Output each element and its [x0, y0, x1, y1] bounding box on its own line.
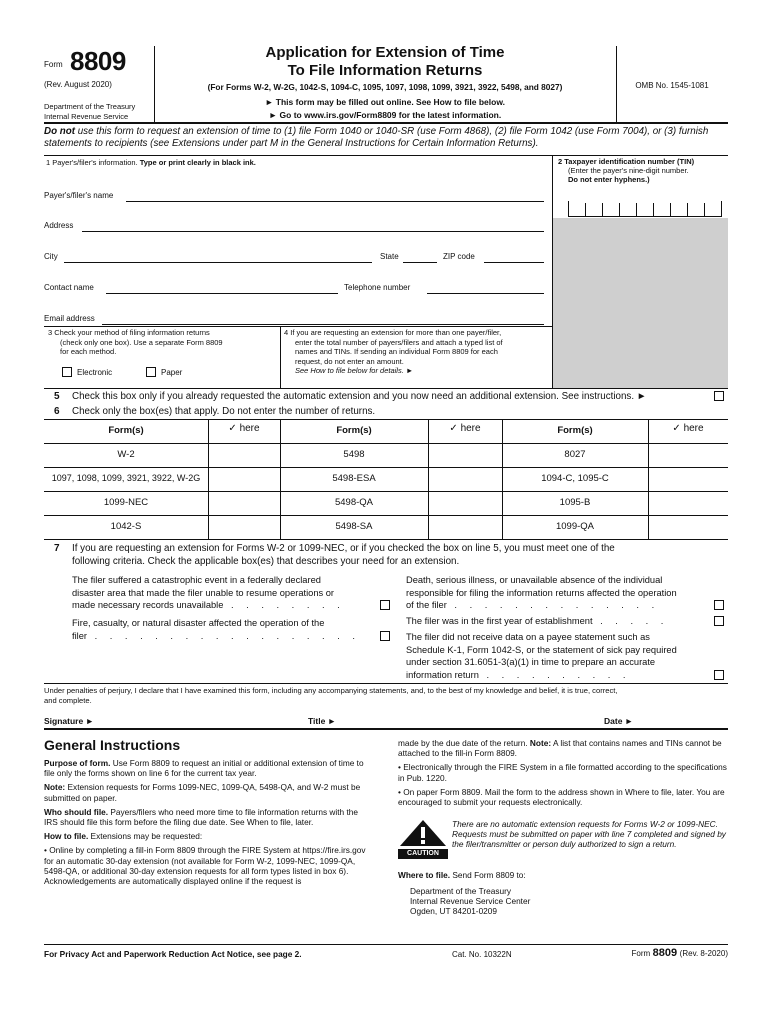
form-cell: 5498-SA [335, 521, 373, 532]
general-instructions-heading: General Instructions [44, 737, 181, 753]
who-heading: Who should file. [44, 806, 109, 817]
perjury-line-1: Under penalties of perjury, I declare that I have examined this form, including any accompanying statements, and, to the best of my knowledge and belief, it is true, correct, [44, 686, 618, 695]
col-form-header-3: Form(s) [557, 425, 593, 436]
email-input[interactable] [102, 324, 544, 325]
line-2-label: 2 Taxpayer identification number (TIN) [558, 157, 695, 166]
fire-casualty-checkbox[interactable] [380, 631, 390, 641]
form-cell: W-2 [117, 449, 135, 460]
line-3-text-1: 3 Check your method of filing information returns [48, 328, 210, 337]
criteria-c-2: responsible for filing the information returns affected the operation [406, 587, 677, 598]
form-title [154, 44, 616, 80]
form-revision: (Rev. August 2020) [44, 80, 112, 89]
catalog-number: Cat. No. 10322N [452, 950, 512, 959]
city-label: City [44, 252, 58, 261]
title-line-2: To File Information Returns [287, 62, 483, 79]
note-text: Extension requests for Forms 1099-NEC, 1099-QA, 5498-QA, and W-2 must be submitted on paper. [44, 782, 361, 803]
zip-label: ZIP code [443, 252, 475, 261]
criteria-a-3: made necessary records unavailable [72, 600, 224, 610]
form-cell: 1099-QA [555, 521, 595, 532]
state-label: State [380, 252, 399, 261]
title-input[interactable] [342, 712, 598, 726]
where-text: Send Form 8809 to: [450, 870, 526, 880]
death-illness-checkbox[interactable] [714, 600, 724, 610]
criteria-a-1: The filer suffered a catastrophic event in a federally declared [72, 575, 321, 585]
address-line-2: Internal Revenue Service Center [410, 896, 531, 907]
omb-number: OMB No. 1545-1081 [635, 81, 709, 90]
warning-text: use this form to request an extension of time to (1) file Form 1040 or 1040-SR (use Form 4868), (2) file Form 1042 (use Form 7004), or (3) furnish statements to recipients (see Extensions under part M in the General Instructions for Certain Information Returns). [44, 126, 709, 149]
form-cell: 5498 [343, 449, 365, 460]
criteria-d-1: The filer was in the first year of establishment [406, 616, 593, 626]
privacy-notice: For Privacy Act and Paperwork Reduction Act Notice, see page 2. [44, 949, 302, 959]
signature-label: Signature ► [44, 716, 94, 726]
how-text: Extensions may be requested: [88, 831, 203, 842]
do-not-use-warning [44, 126, 728, 150]
do-not-emphasis: Do not [44, 126, 76, 137]
r1-text: made by the due date of the return. [398, 738, 528, 748]
form-cell: 5498-QA [334, 497, 374, 508]
mailing-address [410, 886, 710, 917]
caution-triangle-icon [398, 819, 448, 847]
electronic-label: Electronic [77, 368, 113, 377]
r1-note-text: A list that contains names and TINs cannot be attached to the fill-in Form 8809. [398, 738, 722, 759]
criteria-e-2: Schedule K-1, Form 1042-S, or the statement of sick pay required [406, 644, 677, 655]
form-id-block [44, 44, 154, 122]
purpose-text: Use Form 8809 to request an initial or additional extension of time to file only the forms shown on line 6 for the current tax year. [44, 758, 364, 779]
telephone-label: Telephone number [344, 283, 411, 292]
criteria-a-2: disaster area that made the filer unable to resume operations or [72, 587, 335, 598]
note-heading: Note: [44, 782, 66, 793]
line-4-block [284, 328, 550, 376]
purpose-heading: Purpose of form. [44, 758, 111, 768]
form-cell: 1097, 1098, 1099, 3921, 3922, W-2G [51, 473, 201, 483]
no-payee-data-checkbox[interactable] [714, 670, 724, 680]
city-input[interactable] [64, 262, 372, 263]
footer-form-id [618, 947, 728, 959]
line-1-bold: Type or print clearly in black ink. [137, 158, 256, 167]
line-5-text: Check this box only if you already requested the automatic extension and you now need an additional extension. See instructions. ► [72, 391, 647, 402]
form-cell: 5498-ESA [332, 473, 376, 484]
criteria-e-3: under section 31.6051-3(a)(1) in time to prepare an accurate [406, 657, 656, 667]
line-4-text-4: request, do not enter an amount. [295, 356, 404, 366]
form-cell: 1042-S [110, 521, 142, 532]
criteria-b: Fire, casualty, or natural disaster affected the operation of the filer . . . . . . . . . . . . . . . . . . [72, 617, 392, 642]
where-heading: Where to file. [398, 870, 451, 880]
dept-irs: Internal Revenue Service [44, 112, 129, 121]
how-heading: How to file. [44, 831, 89, 842]
tin-input[interactable] [568, 201, 722, 217]
line-1-num: 1 Payer's/filer's information. [46, 158, 138, 167]
criteria-d: The filer was in the first year of establishment . . . . . [406, 616, 669, 626]
line-7-intro [72, 543, 728, 568]
line-4-text-5: See How to file below for details. ► [295, 366, 414, 375]
online-note: ► This form may be filled out online. See How to file below. [265, 97, 505, 107]
instructions-right-column [398, 738, 728, 811]
r1-note-heading: Note: [527, 738, 552, 748]
email-label: Email address [44, 314, 95, 323]
payer-name-input[interactable] [126, 201, 544, 202]
title-line-1: Application for Extension of Time [265, 44, 505, 61]
check-column-2[interactable] [429, 444, 502, 539]
line-6-num: 6 [54, 406, 60, 417]
line-6-text: Check only the box(es) that apply. Do not enter the number of returns. [72, 406, 376, 417]
footer-form-word: Form [631, 949, 651, 958]
line-7-num: 7 [54, 543, 60, 554]
date-input[interactable] [640, 712, 728, 726]
zip-input[interactable] [484, 262, 544, 263]
footer-revision: (Rev. 8-2020) [679, 949, 728, 958]
first-year-checkbox[interactable] [714, 616, 724, 626]
instructions-left-column [44, 758, 374, 890]
address-line-3: Ogden, UT 84201-0209 [410, 906, 498, 917]
col-check-header-2: ✓ here [449, 423, 481, 434]
check-column-3[interactable] [649, 444, 728, 539]
line-5-num: 5 [54, 391, 60, 402]
footer-form-number: 8809 [652, 947, 678, 959]
perjury-statement [44, 686, 728, 705]
online-option-text: • Online by completing a fill-in Form 8809 through the FIRE System at https://fire.irs.gov for an automatic 30-day extension (not available for Form W-2, 1099-NEC, 1099-QA, 5498-QA, or additional 30-day extension requests for all form types listed in box 6). Acknowledgements are automatically displayed online if the request is [44, 845, 366, 887]
line-4-text-2: enter the total number of payers/filers and attach a typed list of [295, 337, 503, 347]
website-note: ► Go to www.irs.gov/Form8809 for the latest information. [268, 110, 502, 120]
perjury-line-2: and complete. [44, 695, 92, 705]
criteria-e: The filer did not receive data on a payee statement such as Schedule K-1, Form 1042-S, or the statement of sick pay required under section 31.6051-3(a)(1) in time to prepare an accurate information return . . . . . . . . . . [406, 631, 728, 681]
dept-treasury: Department of the Treasury [44, 102, 136, 111]
line-3-text-3: for each method. [60, 347, 117, 356]
check-column-1[interactable] [209, 444, 280, 539]
line-3-block [48, 328, 278, 357]
line-2-sub1: (Enter the payer's nine-digit number. [568, 166, 689, 175]
form-subtitle: (For Forms W-2, W-2G, 1042-S, 1094-C, 1095, 1097, 1098, 1099, 3921, 3922, 5498, and 8027) [207, 82, 563, 92]
criteria-c: Death, serious illness, or unavailable absence of the individual responsible for filing the information returns affected the operation of the filer . . . . . . . . . . . . . . [406, 574, 728, 612]
criteria-e-4: information return [406, 669, 479, 680]
form-type-table [44, 419, 728, 539]
line-1-label [46, 158, 256, 167]
col-form-header-1: Form(s) [108, 425, 144, 436]
form-cell: 8027 [564, 449, 586, 460]
caution-box [398, 819, 448, 857]
form-cell: 1099-NEC [103, 497, 149, 508]
telephone-input[interactable] [427, 293, 544, 294]
signature-input[interactable] [106, 712, 306, 726]
criteria-a: The filer suffered a catastrophic event in a federally declared disaster area that made the filer unable to resume operations or made necessary records unavailable . . . . . . . . [72, 574, 392, 612]
date-label: Date ► [604, 716, 634, 726]
electronic-option-text: • Electronically through the FIRE System in a file formatted according to the specifications in Pub. 1220. [398, 762, 727, 783]
contact-name-label: Contact name [44, 283, 94, 292]
payer-name-label: Payer's/filer's name [44, 191, 114, 200]
shaded-area [553, 218, 728, 388]
line-5-checkbox[interactable] [714, 391, 724, 401]
criteria-b-2: filer [72, 630, 87, 641]
line-7-intro-1: If you are requesting an extension for Forms W-2 or 1099-NEC, or if you checked the box on line 5, you must meet one of the [72, 543, 615, 554]
form-word: Form [44, 60, 63, 69]
caution-text: There are no automatic extension requests for Forms W-2 or 1099-NEC. Requests must be submitted on paper with line 7 completed and signed by the filer/transmitter or person duly authorized to sign a return. [452, 819, 726, 850]
state-input[interactable] [403, 262, 437, 263]
col-check-header-3: ✓ here [672, 423, 704, 434]
who-text: Payers/filers who need more time to file information returns with the IRS should file this form before the filing due date. See When to file, later. [44, 806, 358, 828]
col-form-header-2: Form(s) [336, 425, 372, 436]
form-cell: 1095-B [559, 497, 591, 508]
paper-checkbox[interactable] [146, 367, 156, 377]
criteria-c-1: Death, serious illness, or unavailable absence of the individual [406, 575, 663, 585]
line-4-text-1: 4 If you are requesting an extension for more than one payer/filer, [284, 328, 502, 337]
address-line-1: Department of the Treasury [410, 886, 511, 896]
address-input[interactable] [82, 231, 544, 232]
form-cell: 1094-C, 1095-C [541, 473, 609, 484]
title-label: Title ► [308, 716, 337, 726]
paper-option-text: • On paper Form 8809. Mail the form to the address shown in Where to file, later. You are encouraged to submit your requests electronically. [398, 786, 725, 808]
electronic-checkbox[interactable] [62, 367, 72, 377]
line-2-sub2: Do not enter hyphens.) [568, 175, 650, 184]
contact-name-input[interactable] [106, 293, 338, 294]
line-7-intro-2: following criteria. Check the applicable box(es) that describes your need for an extension. [72, 555, 460, 567]
address-label: Address [44, 221, 74, 230]
line-4-text-3: names and TINs. If sending an individual Form 8809 for each [295, 347, 498, 356]
criteria-b-1: Fire, casualty, or natural disaster affected the operation of the [72, 618, 325, 628]
paper-label: Paper [161, 368, 183, 377]
line-3-text-2: (check only one box). Use a separate Form 8809 [60, 337, 223, 347]
form-number: 8809 [70, 46, 126, 76]
caution-label: CAUTION [398, 849, 448, 859]
where-to-file [398, 870, 728, 880]
catastrophic-event-checkbox[interactable] [380, 600, 390, 610]
criteria-c-3: of the filer [406, 600, 447, 610]
criteria-e-1: The filer did not receive data on a payee statement such as [406, 632, 650, 642]
col-check-header-1: ✓ here [228, 423, 260, 434]
